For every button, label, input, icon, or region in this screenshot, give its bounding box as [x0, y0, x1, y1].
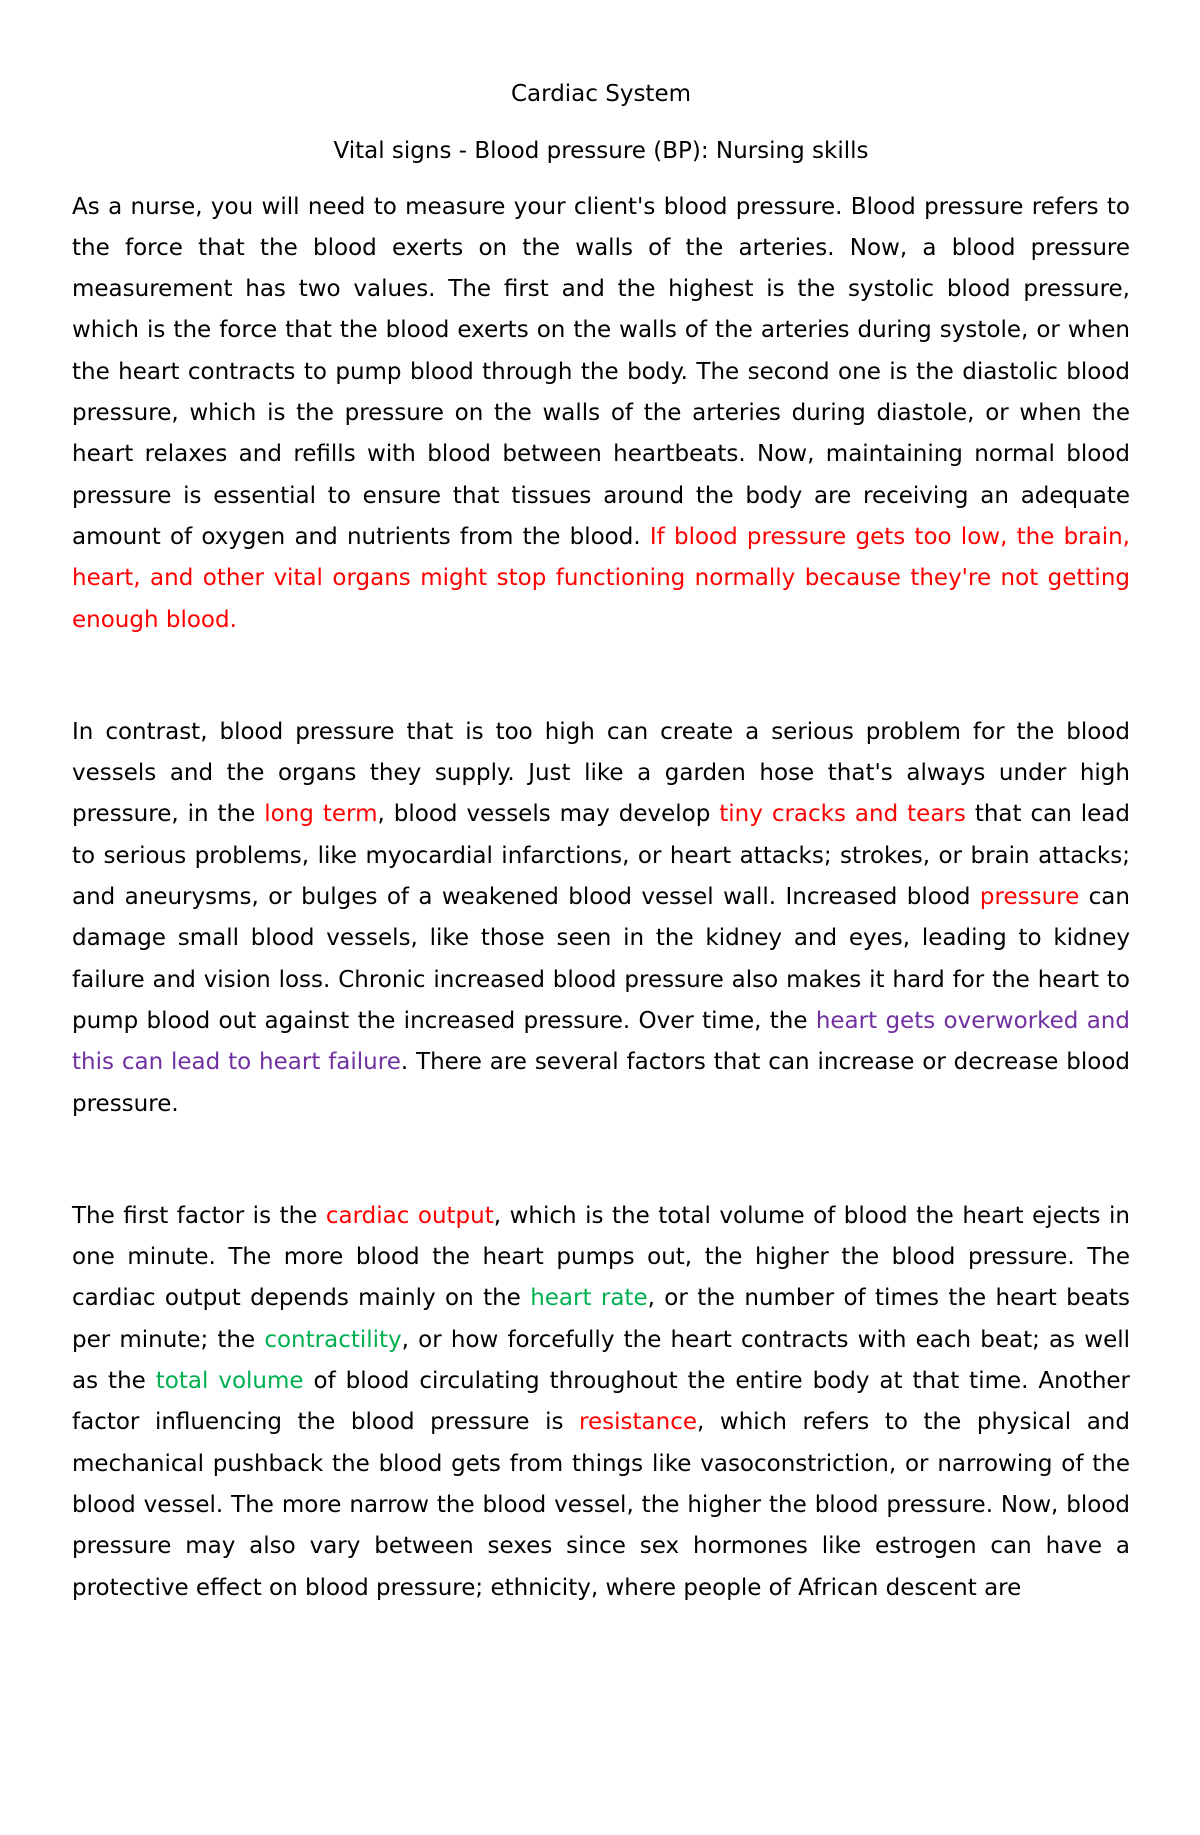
paragraph-1	[72, 187, 1130, 641]
highlighted-text-run: heart rate	[530, 1285, 648, 1312]
highlighted-text-run: resistance	[579, 1409, 697, 1436]
highlighted-text-run: long term	[264, 801, 378, 828]
document-subtitle: Vital signs - Blood pressure (BP): Nursing skills	[333, 138, 869, 165]
text-run: of blood circulating throughout the entire body at that time. Another factor influencing the blood pressure is	[72, 1368, 1131, 1436]
text-run: that can lead to serious problems, like myocardial infarctions, or heart attacks; strokes, or brain attacks; and aneurysms, or bulges of a weakened blood vessel wall. Increased blood	[72, 801, 1130, 911]
highlighted-text-run: heart gets overworked and this can lead to heart failure	[72, 1007, 1130, 1076]
highlighted-text-run: If blood pressure gets too low, the brain, heart, and other vital organs might stop functioning normally because they're not getting enough blood.	[72, 523, 1130, 633]
text-run: In contrast, blood pressure that is too high can create a serious problem for the blood vessels and the organs they supply. Just like a garden hose that's always under high pressure, in the	[72, 718, 1130, 828]
highlighted-text-run: pressure	[979, 884, 1080, 911]
highlighted-text-run: tiny cracks and tears	[719, 801, 966, 828]
highlighted-text-run: cardiac output	[325, 1202, 494, 1229]
text-run: , blood vessels may develop	[377, 801, 720, 828]
text-run: . There are several factors that can increase or decrease blood pressure.	[72, 1049, 1130, 1117]
text-run: , or how forcefully the heart contracts with each beat; as well as the	[72, 1326, 1130, 1395]
paragraph-2	[72, 712, 1130, 1125]
highlighted-text-run: total volume	[155, 1368, 304, 1395]
text-run: , or the number of times the heart beats per minute; the	[72, 1285, 1131, 1353]
paragraph-3	[72, 1196, 1130, 1609]
text-run: , which refers to the physical and mechanical pushback the blood gets from things like vasoconstriction, or narrowing of the blood vessel. The more narrow the blood vessel, the higher the blood pressure. Now, blood pressure may also vary between sexes since sex hormones like estrogen can have a protective effect on blood pressure; ethnicity, where people of African descent are	[72, 1409, 1130, 1601]
text-run: can damage small blood vessels, like those seen in the kidney and eyes, leading to kidney failure and vision loss. Chronic increased blood pressure also makes it hard for the heart to pump blood out against the increased pressure. Over time, the	[72, 884, 1130, 1034]
text-run: As a nurse, you will need to measure your client's blood pressure. Blood pressure refers to the force that the blood exerts on the walls of the arteries. Now, a blood pressure measurement has two values. The first and the highest is the systolic blood pressure, which is the force that the blood exerts on the walls of the arteries during systole, or when the heart contracts to pump blood through the body. The second one is the diastolic blood pressure, which is the pressure on the walls of the arteries during diastole, or when the heart relaxes and refills with blood between heartbeats. Now, maintaining normal blood pressure is essential to ensure that tissues around the body are receiving an adequate amount of oxygen and nutrients from the blood.	[72, 193, 1130, 550]
text-run: The first factor is the	[72, 1202, 326, 1229]
highlighted-text-run: contractility	[264, 1326, 402, 1353]
document-title: Cardiac System	[510, 81, 691, 107]
text-run: , which is the total volume of blood the heart ejects in one minute. The more blood the heart pumps out, the higher the blood pressure. The cardiac output depends mainly on the	[72, 1202, 1130, 1312]
